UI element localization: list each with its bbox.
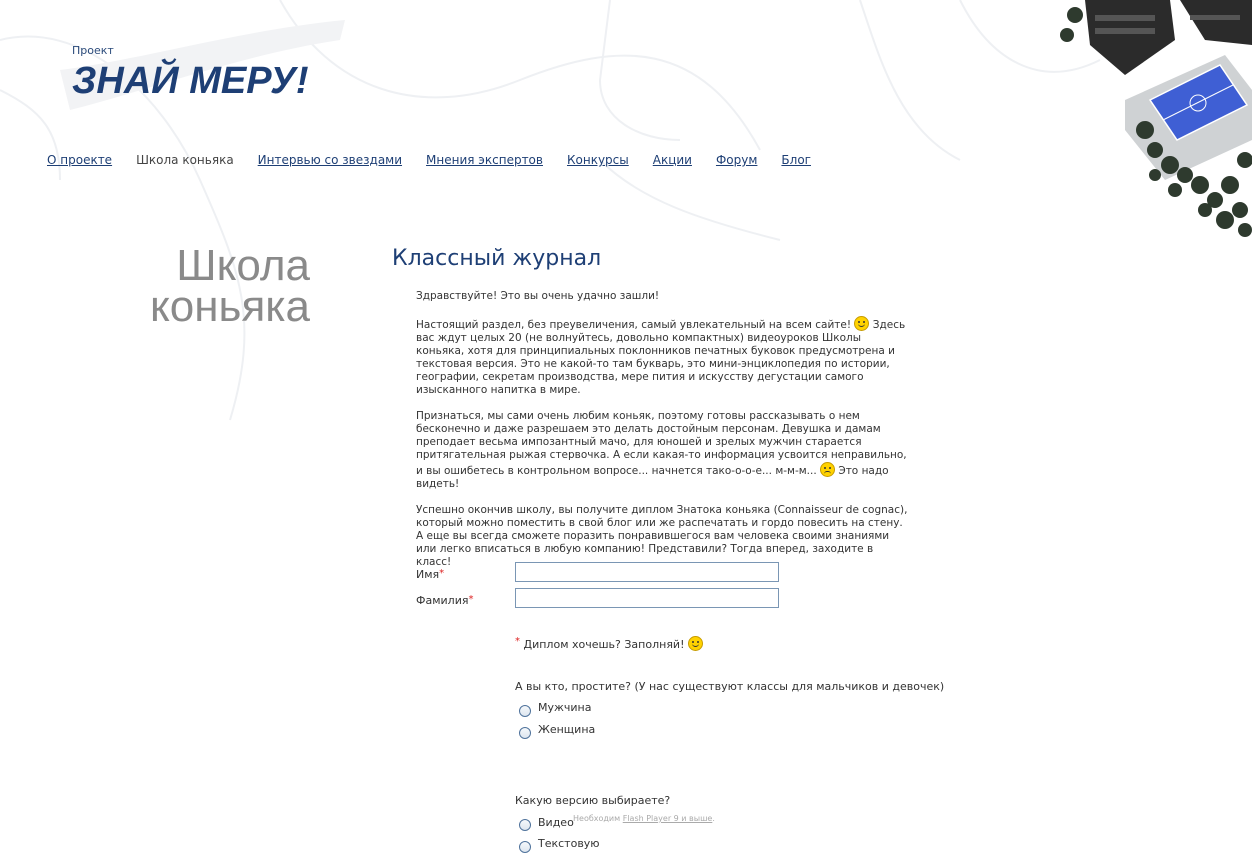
flash-hint — [573, 814, 715, 823]
nav-item-experts[interactable]: Мнения экспертов — [426, 153, 543, 167]
campus-illustration — [1055, 0, 1252, 245]
intro-paragraph-2-start: Настоящий раздел, без преувеличения, самый увлекательный на всем сайте! — [416, 319, 852, 331]
flash-hint-suffix: . — [712, 814, 715, 823]
name-input[interactable] — [515, 562, 779, 582]
nav-item-contests[interactable]: Конкурсы — [566, 153, 629, 167]
intro-paragraph-1: Здравствуйте! Это вы очень удачно зашли! — [416, 290, 660, 302]
intro-paragraph-4: Успешно окончив школу, вы получите диплом Знатока коньяка (Connaisseur de cognac), который можно поместить в свой блог или же распечатать и гордо повесить на стену. А еще вы всегда сможете поразить понравившегося вам человека своими знаниями или легко вписаться в любую компанию! Представили? Тогда вперед, заходите в класс! — [416, 504, 908, 568]
logo-caption: Проект — [72, 44, 114, 57]
version-option-text[interactable]: Текстовую — [538, 837, 600, 850]
gender-radio-female[interactable] — [519, 727, 531, 739]
nav-item-cognac-school: Школа коньяка — [136, 153, 234, 167]
name-label-text: Имя — [416, 568, 440, 581]
required-mark: * — [439, 568, 445, 579]
required-mark: * — [468, 594, 474, 605]
diploma-note-text: Диплом хочешь? Заполняй! — [523, 638, 685, 651]
main-nav — [47, 153, 835, 167]
side-title-line1: Школа — [176, 241, 310, 290]
version-option-video[interactable]: Видео — [538, 816, 574, 829]
version-radio-text[interactable] — [519, 841, 531, 853]
surname-label-text: Фамилия — [416, 594, 469, 607]
flash-hint-prefix: Необходим — [573, 814, 621, 823]
grinning-smiley-icon — [820, 462, 835, 477]
gender-option-female[interactable]: Женщина — [538, 723, 596, 736]
page-title: Классный журнал — [392, 246, 602, 271]
surname-input[interactable] — [515, 588, 779, 608]
flash-player-link[interactable]: Flash Player 9 и выше — [622, 814, 713, 823]
surname-label — [416, 594, 473, 607]
version-question: Какую версию выбираете? — [515, 794, 671, 807]
gender-radio-male[interactable] — [519, 705, 531, 717]
intro-paragraph-3 — [416, 410, 911, 491]
gender-option-male[interactable]: Мужчина — [538, 701, 592, 714]
intro-paragraph-3-end: Это надо видеть! — [416, 465, 889, 490]
name-label — [416, 568, 444, 581]
smiley-icon — [854, 316, 869, 331]
diploma-note — [515, 636, 703, 651]
nav-item-promotions[interactable]: Акции — [652, 153, 692, 167]
gender-question: А вы кто, простите? (У нас существуют классы для мальчиков и девочек) — [515, 680, 945, 693]
version-radio-video[interactable] — [519, 819, 531, 831]
intro-paragraph-2-end: Здесь вас ждут целых 20 (не волнуйтесь, довольно компактных) видеоуроков Школы коньяка, хотя для принципиальных поклонников печатных буковок предусмотрена и текстовая версия. Это не какой-то там букварь, это мини-энциклопедия по истории, географии, секретам производства, мере пития и искусству дегустации самого изысканного напитка в мире. — [416, 319, 906, 396]
logo-title[interactable]: ЗНАЙ МЕРУ! — [72, 60, 309, 102]
nav-item-forum[interactable]: Форум — [715, 153, 758, 167]
nav-item-about[interactable]: О проекте — [47, 153, 113, 167]
section-side-title — [120, 241, 310, 331]
intro-text — [416, 290, 911, 582]
intro-paragraph-2 — [416, 316, 911, 397]
smiley-icon — [688, 636, 703, 651]
nav-item-interviews[interactable]: Интервью со звездами — [257, 153, 403, 167]
side-title-line2: коньяка — [150, 282, 310, 331]
nav-item-blog[interactable]: Блог — [781, 153, 811, 167]
required-mark: * — [515, 636, 520, 647]
intro-paragraph-3-start: Признаться, мы сами очень любим коньяк, поэтому готовы рассказывать о нем бесконечно и даже разрешаем это делать достойным персонам. Девушка и дамам преподает весьма импозантный мачо, для юношей и зрелых мужчин старается притягательная рыжая стервочка. А если какая-то информация усвоится неправильно, и вы ошибетесь в контрольном вопросе... начнется тако-о-о-е... м-м-м... — [416, 410, 907, 477]
